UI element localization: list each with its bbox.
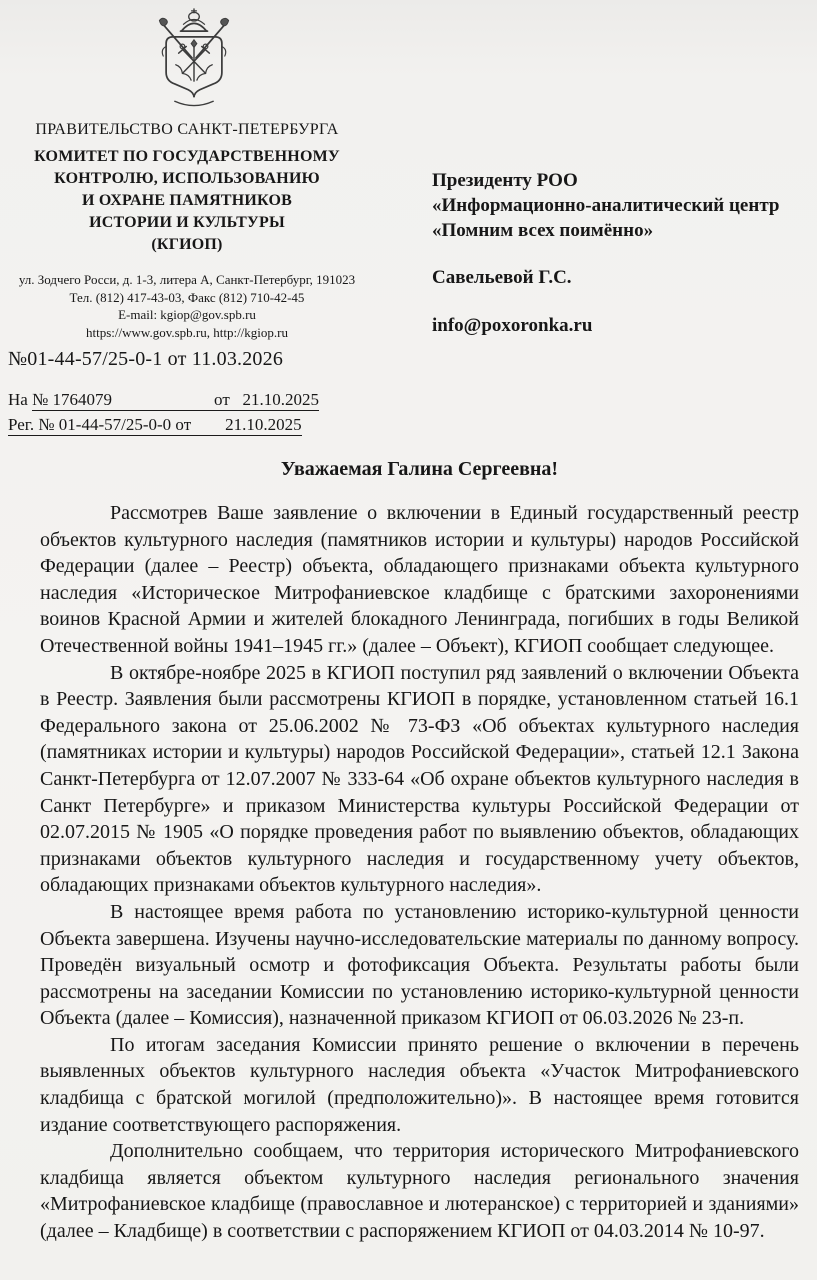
paragraph-1: Рассмотрев Ваше заявление о включении в Единый государственный реестр объектов культурного наследия (памятников истории и культуры) народов Российской Федерации (далее – Реестр) объекта, обладающего признаками объекта культурного наследия «Историческое Митрофаниевское кладбище с братскими захоронениями воинов Красной Армии и жителей блокадного Ленинграда, погибших в годы Великой Отечественной войны 1941–1945 гг.» (далее – Объект), КГИОП сообщает следующее. <box>40 502 799 657</box>
paragraph-2: В октябре-ноябре 2025 в КГИОП поступил ряд заявлений о включении Объекта в Реестр. Заявления были рассмотрены КГИОП в порядке, установленном статьей 16.1 Федерального закона от 25.06.2002 № 73-ФЗ «Об объектах культурного наследия (памятниках истории и культуры) народов Российской Федерации», статьей 12.1 Закона Санкт-Петербурга от 12.07.2007 № 333-64 «Об охране объектов культурного наследия в Санкт Петербурге» и приказом Министерства культуры Российской Федерации от 02.07.2015 № 1905 «О порядке проведения работ по выявлению объектов, обладающих признаками объектов культурного наследия и государственному учету объектов, обладающих признаками объектов культурного наследия». <box>40 661 799 897</box>
email-line: E-mail: kgiop@gov.spb.ru <box>118 307 256 322</box>
committee-line: КОНТРОЛЮ, ИСПОЛЬЗОВАНИЮ <box>54 170 320 187</box>
committee-line: КОМИТЕТ ПО ГОСУДАРСТВЕННОМУ <box>34 148 340 165</box>
incoming-prefix: На <box>8 390 33 409</box>
recipient-name: Савельевой Г.С. <box>432 267 572 288</box>
government-title: ПРАВИТЕЛЬСТВО САНКТ-ПЕТЕРБУРГА <box>35 121 339 138</box>
recipient-title-line: «Помним всех поимённо» <box>432 220 654 241</box>
committee-line: ИСТОРИИ И КУЛЬТУРЫ <box>89 214 285 231</box>
incoming-number <box>8 388 319 412</box>
incoming-value: № 1764079 от 21.10.2025 <box>32 390 320 409</box>
spb-coat-of-arms-icon <box>136 8 252 113</box>
outgoing-number: №01-44-57/25-0-1 от 11.03.2026 <box>8 348 284 370</box>
committee-line: И ОХРАНЕ ПАМЯТНИКОВ <box>82 192 292 209</box>
paragraph-3: В настоящее время работа по установлению историко-культурной ценности Объекта завершена. Изучены научно-исследовательские материалы по данному вопросу. Проведён визуальный осмотр и фотофиксация Объекта. Результаты работы были рассмотрены на заседании Комиссии по установлению историко-культурной ценности Объекта (далее – Комиссия), назначенной приказом КГИОП от 06.03.2026 № 23-п. <box>40 900 799 1030</box>
letter-body <box>0 458 817 1245</box>
registration-value: Рег. № 01-44-57/25-0-0 от 21.10.2025 <box>8 415 302 434</box>
phone-fax-line: Тел. (812) 417-43-03, Факс (812) 710-42-45 <box>69 289 305 305</box>
paragraph-5: Дополнительно сообщаем, что территория исторического Митрофаниевского кладбища является объектом культурного наследия регионального значения «Митрофаниевское кладбище (православное и лютеранское) с территорией и зданиями» (далее – Кладбище) в соответствии с распоряжением КГИОП от 04.03.2014 № 10-97. <box>40 1140 799 1243</box>
salutation: Уважаемая Галина Сергеевна! <box>280 458 559 480</box>
registration-number <box>8 413 319 437</box>
recipient-email: info@poxoronka.ru <box>432 315 593 336</box>
recipient-title-line: «Информационно-аналитический центр <box>432 195 780 216</box>
recipient-title-line: Президенту РОО <box>432 170 578 191</box>
reference-block <box>8 348 319 437</box>
recipient-block <box>432 168 808 338</box>
committee-name <box>0 146 374 256</box>
website-line: https://www.gov.spb.ru, http://kgiop.ru <box>86 324 288 340</box>
address-line: ул. Зодчего Росси, д. 1-3, литера А, Санкт-Петербург, 191023 <box>18 272 356 287</box>
contact-block <box>0 271 374 341</box>
committee-line: (КГИОП) <box>151 236 223 253</box>
paragraph-4: По итогам заседания Комиссии принято решение о включении в перечень выявленных объектов культурного наследия объекта «Участок Митрофаниевского кладбища с братской могилой (предположительно)». В настоящее время готовится издание соответствующего распоряжения. <box>40 1033 799 1136</box>
letterhead <box>0 8 374 341</box>
